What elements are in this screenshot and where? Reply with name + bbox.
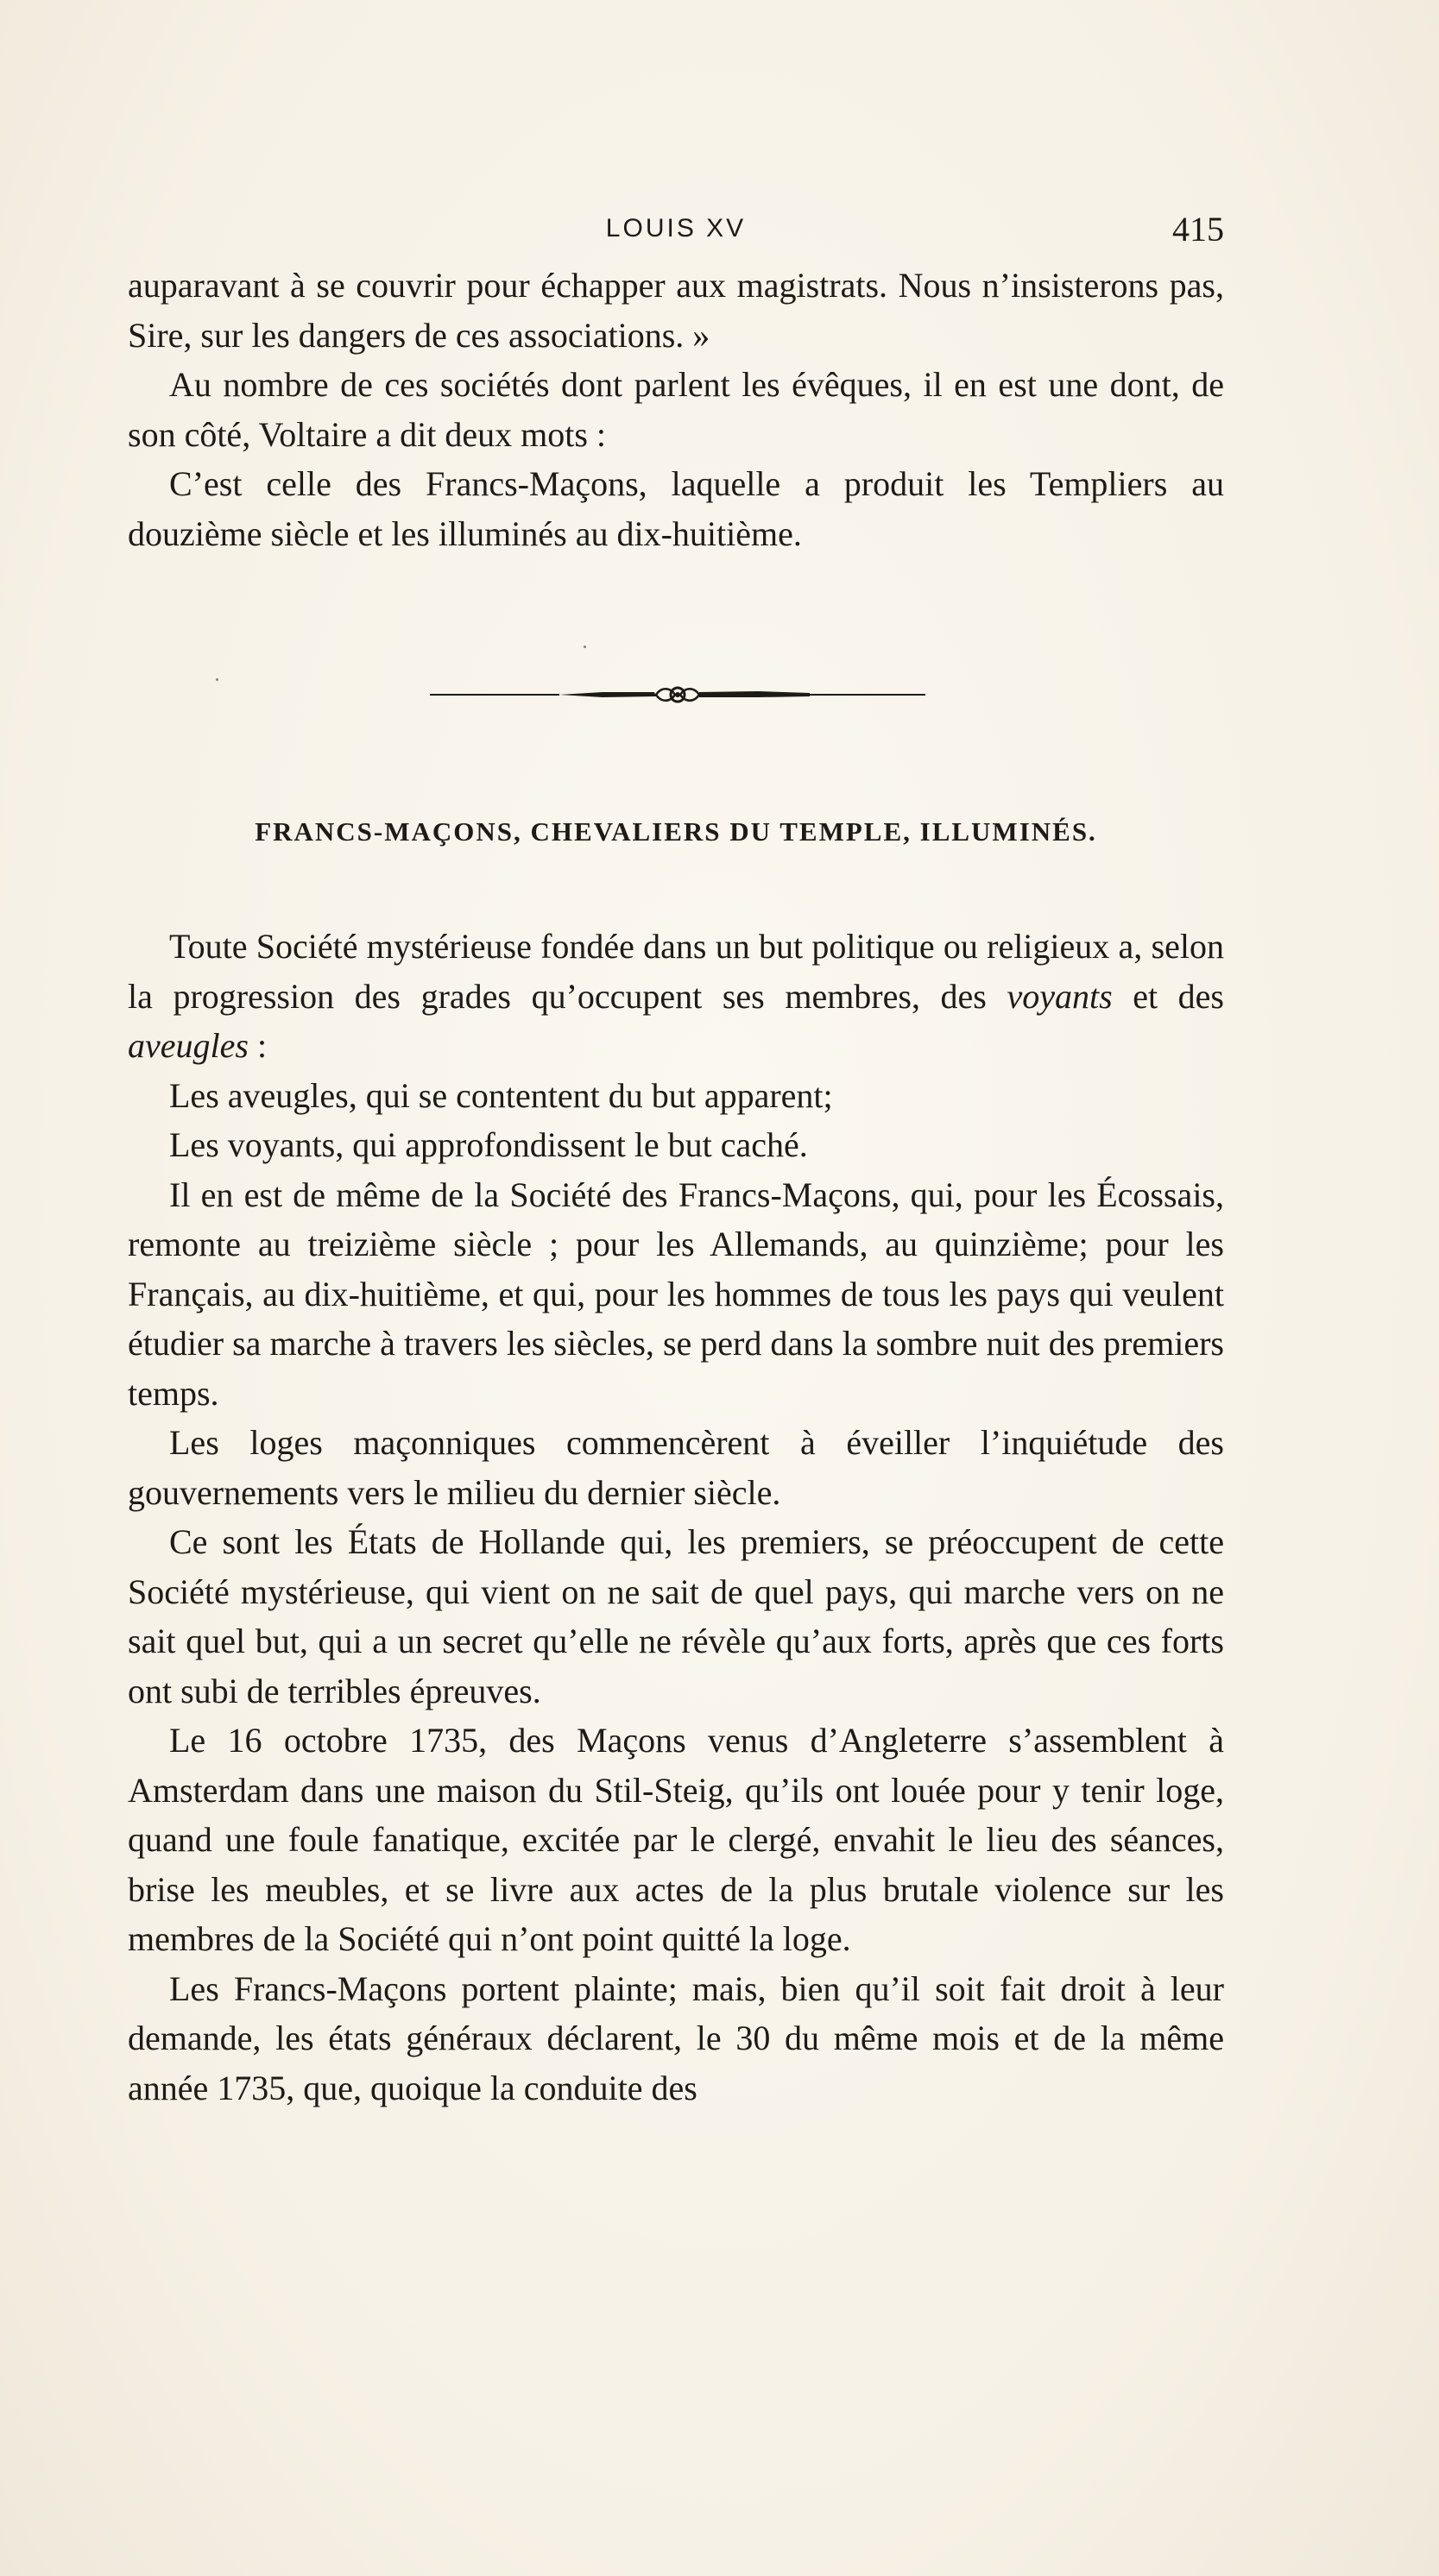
paragraph-text: et des [1112,976,1225,1016]
running-title: LOUIS XV [605,214,747,242]
paragraph: Les aveugles, qui se contentent du but apparent; [169,1075,833,1115]
paragraph: C’est celle des Francs-Maçons, laquelle a produit les Templiers au douzième siècle et les illuminés au dix-huitième. [128,464,1224,553]
main-text-block [128,922,1224,2113]
ornamental-divider [430,682,925,708]
paragraph-text: Toute Société mystérieuse fondée dans un but politique ou religieux a, selon la progression des grades qu’occupent ses membres, des [128,927,1224,1016]
paragraph: Les voyants, qui approfondissent le but caché. [169,1125,808,1164]
paragraph: Il en est de même de la Société des Francs-Maçons, qui, pour les Écossais, remonte au treizième siècle ; pour les Allemands, au quinzième; pour les Français, au dix-huitième, et qui, pour les hommes de tous les pays qui veulent étudier sa marche à travers les siècles, se perd dans la sombre nuit des premiers temps. [128,1175,1224,1413]
paragraph [128,922,1224,1071]
section-heading: FRANCS-MAÇONS, CHEVALIERS DU TEMPLE, ILLUMINÉS. [255,816,1097,847]
paragraph: Au nombre de ces sociétés dont parlent les évêques, il en est une dont, de son côté, Voltaire a dit deux mots : [128,365,1224,454]
emphasis-aveugles: aveugles [128,1026,249,1065]
page-number: 415 [1172,210,1224,249]
paper-speck [584,646,586,648]
paragraph: Les loges maçonniques commencèrent à éveiller l’inquiétude des gouvernements vers le milieu du dernier siècle. [128,1423,1224,1512]
paragraph-text: : [248,1026,268,1065]
paragraph: auparavant à se couvrir pour échapper aux magistrats. Nous n’insisterons pas, Sire, sur les dangers de ces associations. » [128,266,1224,355]
paragraph: Ce sont les États de Hollande qui, les premiers, se préoccupent de cette Société mystérieuse, qui vient on ne sait de quel pays, qui marche vers on ne sait quel but, qui a un secret qu’elle ne révèle qu’aux forts, après que ces forts ont subi de terribles épreuves. [128,1522,1224,1710]
paper-speck [216,678,218,681]
top-text-block [128,261,1224,558]
emphasis-voyants: voyants [1007,976,1113,1016]
page-header [128,209,1224,252]
paragraph: Les Francs-Maçons portent plainte; mais, bien qu’il soit fait droit à leur demande, les états généraux déclarent, le 30 du même mois et de la même année 1735, que, quoique la conduite des [128,1968,1224,2107]
paragraph: Le 16 octobre 1735, des Maçons venus d’Angleterre s’assemblent à Amsterdam dans une maison du Stil-Steig, qu’ils ont louée pour y tenir loge, quand une foule fanatique, excitée par le clergé, envahit le lieu des séances, brise les meubles, et se livre aux actes de la plus brutale violence sur les membres de la Société qui n’ont point quitté la loge. [128,1721,1224,1958]
